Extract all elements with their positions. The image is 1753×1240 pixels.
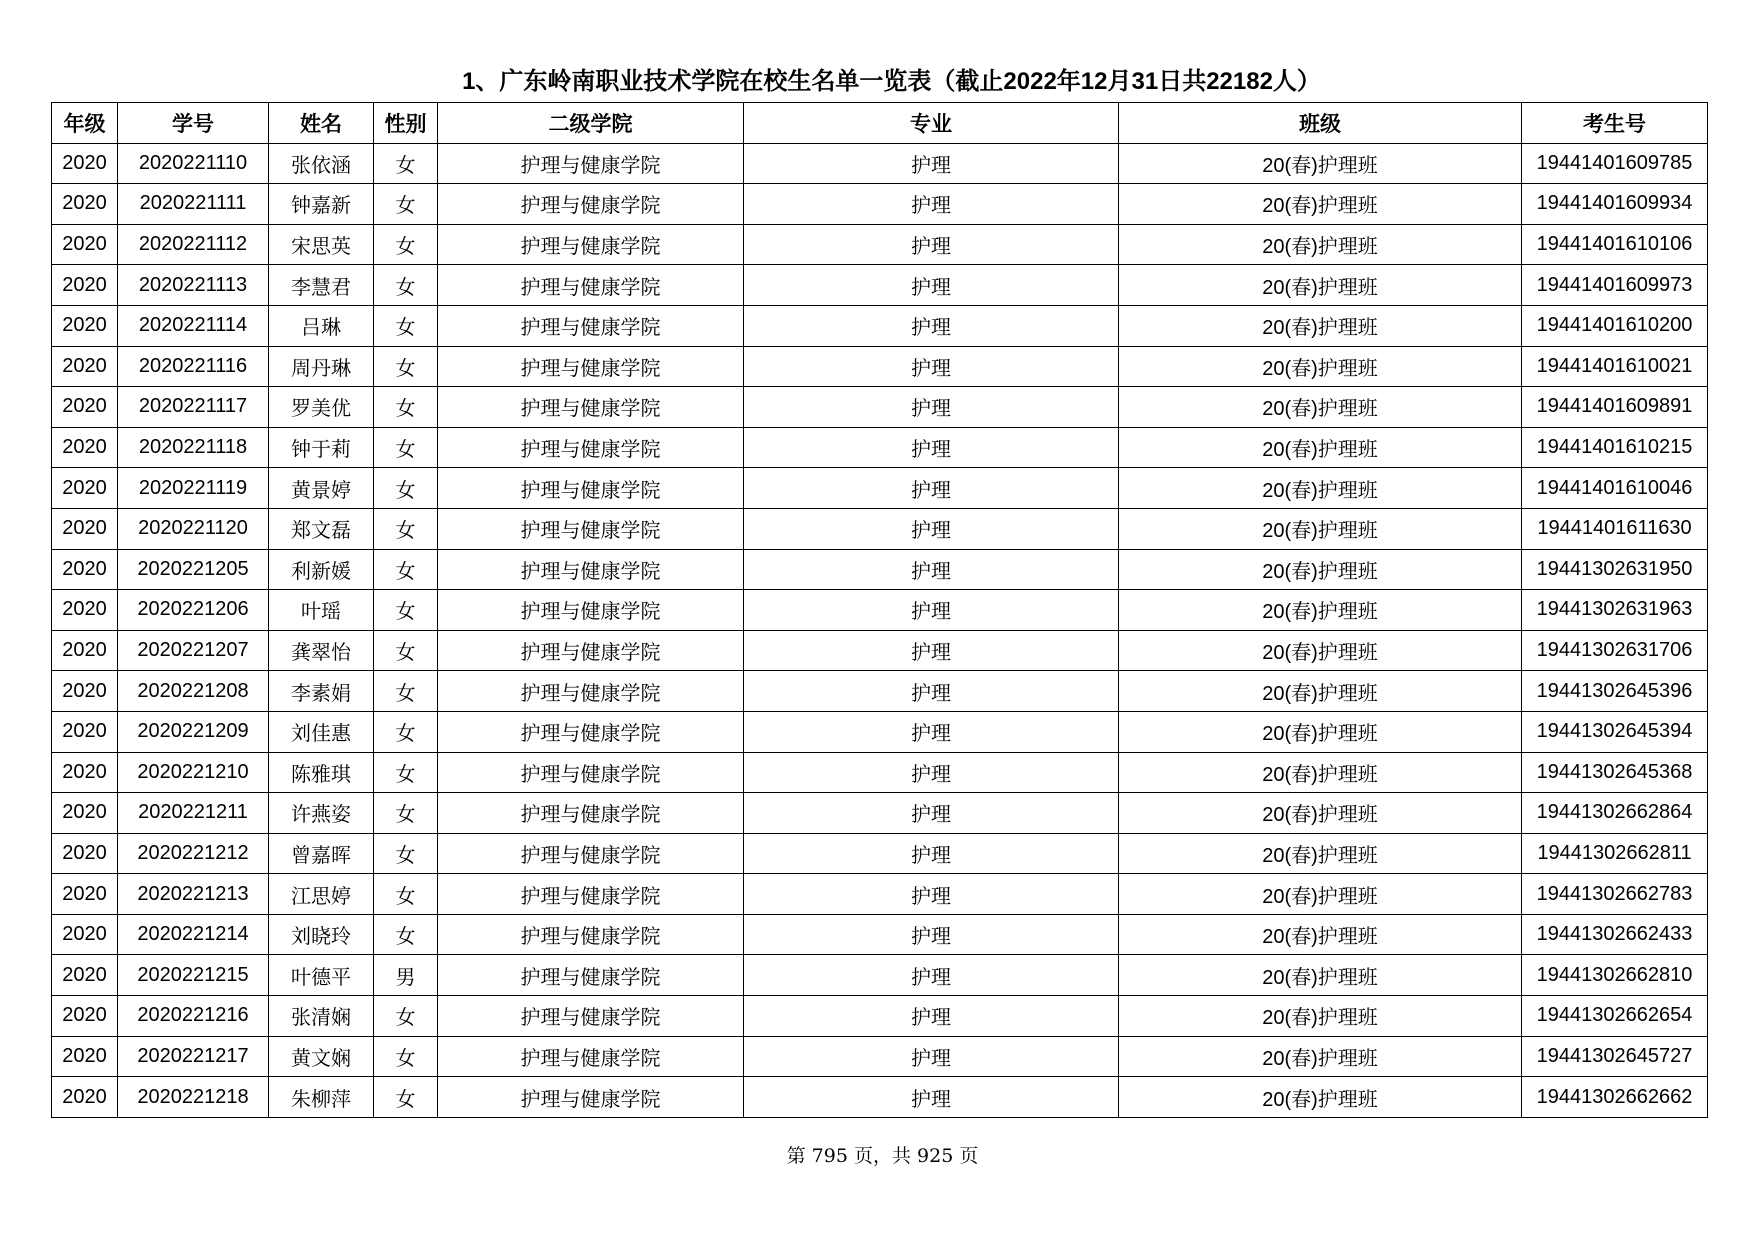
gender-cell: 女	[374, 427, 438, 468]
exam-number-cell: 19441401610200	[1522, 305, 1708, 346]
gender-cell: 女	[374, 752, 438, 793]
gender-cell: 女	[374, 711, 438, 752]
grade-cell: 2020	[52, 265, 118, 306]
exam-number-cell: 19441302631950	[1522, 549, 1708, 590]
major-cell: 护理	[744, 630, 1119, 671]
name-cell: 宋思英	[269, 224, 374, 265]
gender-cell: 女	[374, 793, 438, 834]
exam-number-cell: 19441401610046	[1522, 468, 1708, 509]
table-row	[52, 833, 1708, 874]
class-cell: 20(春)护理班	[1119, 711, 1522, 752]
table-row	[52, 630, 1708, 671]
name-cell: 张依涵	[269, 143, 374, 184]
table-row	[52, 793, 1708, 834]
class-cell: 20(春)护理班	[1119, 427, 1522, 468]
column-header-name: 姓名	[269, 103, 374, 144]
name-cell: 李慧君	[269, 265, 374, 306]
name-cell: 李素娟	[269, 671, 374, 712]
class-cell: 20(春)护理班	[1119, 468, 1522, 509]
college-cell: 护理与健康学院	[438, 508, 744, 549]
exam-number-cell: 19441401610106	[1522, 224, 1708, 265]
gender-cell: 女	[374, 305, 438, 346]
student-id-cell: 2020221114	[118, 305, 269, 346]
class-cell: 20(春)护理班	[1119, 387, 1522, 428]
student-id-cell: 2020221206	[118, 590, 269, 631]
class-cell: 20(春)护理班	[1119, 346, 1522, 387]
student-id-cell: 2020221212	[118, 833, 269, 874]
name-cell: 叶德平	[269, 955, 374, 996]
college-cell: 护理与健康学院	[438, 996, 744, 1037]
student-id-cell: 2020221110	[118, 143, 269, 184]
class-cell: 20(春)护理班	[1119, 184, 1522, 225]
gender-cell: 女	[374, 224, 438, 265]
exam-number-cell: 19441302645396	[1522, 671, 1708, 712]
student-id-cell: 2020221213	[118, 874, 269, 915]
table-body	[52, 143, 1708, 1117]
gender-cell: 女	[374, 508, 438, 549]
gender-cell: 女	[374, 468, 438, 509]
class-cell: 20(春)护理班	[1119, 508, 1522, 549]
college-cell: 护理与健康学院	[438, 590, 744, 631]
major-cell: 护理	[744, 711, 1119, 752]
grade-cell: 2020	[52, 508, 118, 549]
college-cell: 护理与健康学院	[438, 1036, 744, 1077]
class-cell: 20(春)护理班	[1119, 793, 1522, 834]
college-cell: 护理与健康学院	[438, 346, 744, 387]
name-cell: 罗美优	[269, 387, 374, 428]
exam-number-cell: 19441401609891	[1522, 387, 1708, 428]
name-cell: 张清娴	[269, 996, 374, 1037]
major-cell: 护理	[744, 184, 1119, 225]
major-cell: 护理	[744, 1077, 1119, 1118]
table-row	[52, 427, 1708, 468]
student-id-cell: 2020221119	[118, 468, 269, 509]
grade-cell: 2020	[52, 549, 118, 590]
student-id-cell: 2020221113	[118, 265, 269, 306]
table-row	[52, 1036, 1708, 1077]
page-title: 1、广东岭南职业技术学院在校生名单一览表（截止2022年12月31日共22182人）	[462, 68, 1321, 95]
college-cell: 护理与健康学院	[438, 671, 744, 712]
name-cell: 周丹琳	[269, 346, 374, 387]
table-row	[52, 671, 1708, 712]
exam-number-cell: 19441302662783	[1522, 874, 1708, 915]
grade-cell: 2020	[52, 630, 118, 671]
column-header-college: 二级学院	[438, 103, 744, 144]
exam-number-cell: 19441302645727	[1522, 1036, 1708, 1077]
college-cell: 护理与健康学院	[438, 752, 744, 793]
table-row	[52, 143, 1708, 184]
table-row	[52, 752, 1708, 793]
class-cell: 20(春)护理班	[1119, 305, 1522, 346]
gender-cell: 女	[374, 833, 438, 874]
major-cell: 护理	[744, 346, 1119, 387]
major-cell: 护理	[744, 955, 1119, 996]
student-id-cell: 2020221111	[118, 184, 269, 225]
college-cell: 护理与健康学院	[438, 387, 744, 428]
major-cell: 护理	[744, 508, 1119, 549]
student-id-cell: 2020221217	[118, 1036, 269, 1077]
class-cell: 20(春)护理班	[1119, 833, 1522, 874]
major-cell: 护理	[744, 143, 1119, 184]
gender-cell: 男	[374, 955, 438, 996]
name-cell: 叶瑶	[269, 590, 374, 631]
name-cell: 钟嘉新	[269, 184, 374, 225]
gender-cell: 女	[374, 1077, 438, 1118]
grade-cell: 2020	[52, 184, 118, 225]
grade-cell: 2020	[52, 590, 118, 631]
grade-cell: 2020	[52, 671, 118, 712]
college-cell: 护理与健康学院	[438, 955, 744, 996]
major-cell: 护理	[744, 590, 1119, 631]
gender-cell: 女	[374, 996, 438, 1037]
class-cell: 20(春)护理班	[1119, 549, 1522, 590]
major-cell: 护理	[744, 671, 1119, 712]
student-id-cell: 2020221211	[118, 793, 269, 834]
major-cell: 护理	[744, 833, 1119, 874]
name-cell: 陈雅琪	[269, 752, 374, 793]
grade-cell: 2020	[52, 387, 118, 428]
college-cell: 护理与健康学院	[438, 427, 744, 468]
exam-number-cell: 19441302631706	[1522, 630, 1708, 671]
name-cell: 刘佳惠	[269, 711, 374, 752]
exam-number-cell: 19441302662662	[1522, 1077, 1708, 1118]
class-cell: 20(春)护理班	[1119, 752, 1522, 793]
student-id-cell: 2020221210	[118, 752, 269, 793]
major-cell: 护理	[744, 914, 1119, 955]
major-cell: 护理	[744, 752, 1119, 793]
student-id-cell: 2020221118	[118, 427, 269, 468]
gender-cell: 女	[374, 1036, 438, 1077]
exam-number-cell: 19441302662811	[1522, 833, 1708, 874]
college-cell: 护理与健康学院	[438, 1077, 744, 1118]
gender-cell: 女	[374, 143, 438, 184]
major-cell: 护理	[744, 996, 1119, 1037]
exam-number-cell: 19441401609785	[1522, 143, 1708, 184]
exam-number-cell: 19441401609934	[1522, 184, 1708, 225]
grade-cell: 2020	[52, 955, 118, 996]
class-cell: 20(春)护理班	[1119, 955, 1522, 996]
major-cell: 护理	[744, 427, 1119, 468]
gender-cell: 女	[374, 549, 438, 590]
table-row	[52, 265, 1708, 306]
table-row	[52, 305, 1708, 346]
grade-cell: 2020	[52, 427, 118, 468]
table-row	[52, 914, 1708, 955]
major-cell: 护理	[744, 224, 1119, 265]
table-row	[52, 1077, 1708, 1118]
gender-cell: 女	[374, 590, 438, 631]
student-id-cell: 2020221214	[118, 914, 269, 955]
exam-number-cell: 19441302662654	[1522, 996, 1708, 1037]
college-cell: 护理与健康学院	[438, 143, 744, 184]
exam-number-cell: 19441302662864	[1522, 793, 1708, 834]
student-id-cell: 2020221209	[118, 711, 269, 752]
exam-number-cell: 19441302631963	[1522, 590, 1708, 631]
grade-cell: 2020	[52, 914, 118, 955]
name-cell: 江思婷	[269, 874, 374, 915]
column-header-student-id: 学号	[118, 103, 269, 144]
major-cell: 护理	[744, 387, 1119, 428]
class-cell: 20(春)护理班	[1119, 1036, 1522, 1077]
student-id-cell: 2020221207	[118, 630, 269, 671]
student-id-cell: 2020221117	[118, 387, 269, 428]
college-cell: 护理与健康学院	[438, 184, 744, 225]
gender-cell: 女	[374, 184, 438, 225]
table-row	[52, 468, 1708, 509]
college-cell: 护理与健康学院	[438, 224, 744, 265]
college-cell: 护理与健康学院	[438, 793, 744, 834]
student-id-cell: 2020221205	[118, 549, 269, 590]
name-cell: 龚翠怡	[269, 630, 374, 671]
class-cell: 20(春)护理班	[1119, 224, 1522, 265]
name-cell: 曾嘉晖	[269, 833, 374, 874]
college-cell: 护理与健康学院	[438, 630, 744, 671]
column-header-exam-number: 考生号	[1522, 103, 1708, 144]
college-cell: 护理与健康学院	[438, 265, 744, 306]
student-id-cell: 2020221120	[118, 508, 269, 549]
major-cell: 护理	[744, 549, 1119, 590]
table-row	[52, 874, 1708, 915]
table-row	[52, 590, 1708, 631]
column-header-major: 专业	[744, 103, 1119, 144]
table-row	[52, 996, 1708, 1037]
exam-number-cell: 19441401610021	[1522, 346, 1708, 387]
table-row	[52, 346, 1708, 387]
name-cell: 许燕姿	[269, 793, 374, 834]
class-cell: 20(春)护理班	[1119, 914, 1522, 955]
grade-cell: 2020	[52, 996, 118, 1037]
major-cell: 护理	[744, 265, 1119, 306]
class-cell: 20(春)护理班	[1119, 671, 1522, 712]
college-cell: 护理与健康学院	[438, 468, 744, 509]
exam-number-cell: 19441302645394	[1522, 711, 1708, 752]
class-cell: 20(春)护理班	[1119, 996, 1522, 1037]
name-cell: 黄景婷	[269, 468, 374, 509]
student-id-cell: 2020221116	[118, 346, 269, 387]
major-cell: 护理	[744, 1036, 1119, 1077]
college-cell: 护理与健康学院	[438, 711, 744, 752]
student-id-cell: 2020221208	[118, 671, 269, 712]
grade-cell: 2020	[52, 224, 118, 265]
exam-number-cell: 19441302645368	[1522, 752, 1708, 793]
table-row	[52, 508, 1708, 549]
class-cell: 20(春)护理班	[1119, 265, 1522, 306]
grade-cell: 2020	[52, 143, 118, 184]
student-id-cell: 2020221215	[118, 955, 269, 996]
name-cell: 吕琳	[269, 305, 374, 346]
grade-cell: 2020	[52, 793, 118, 834]
gender-cell: 女	[374, 387, 438, 428]
exam-number-cell: 19441302662433	[1522, 914, 1708, 955]
class-cell: 20(春)护理班	[1119, 874, 1522, 915]
grade-cell: 2020	[52, 874, 118, 915]
grade-cell: 2020	[52, 833, 118, 874]
gender-cell: 女	[374, 671, 438, 712]
column-header-class: 班级	[1119, 103, 1522, 144]
name-cell: 朱柳萍	[269, 1077, 374, 1118]
gender-cell: 女	[374, 265, 438, 306]
table-row	[52, 711, 1708, 752]
table-header-row	[52, 103, 1708, 144]
exam-number-cell: 19441401610215	[1522, 427, 1708, 468]
student-id-cell: 2020221112	[118, 224, 269, 265]
grade-cell: 2020	[52, 305, 118, 346]
class-cell: 20(春)护理班	[1119, 590, 1522, 631]
gender-cell: 女	[374, 630, 438, 671]
name-cell: 黄文娴	[269, 1036, 374, 1077]
gender-cell: 女	[374, 874, 438, 915]
table-row	[52, 224, 1708, 265]
college-cell: 护理与健康学院	[438, 833, 744, 874]
college-cell: 护理与健康学院	[438, 549, 744, 590]
column-header-grade: 年级	[52, 103, 118, 144]
class-cell: 20(春)护理班	[1119, 1077, 1522, 1118]
table-row	[52, 955, 1708, 996]
name-cell: 利新媛	[269, 549, 374, 590]
major-cell: 护理	[744, 305, 1119, 346]
table-row	[52, 549, 1708, 590]
grade-cell: 2020	[52, 346, 118, 387]
student-roster-table	[51, 102, 1708, 1118]
grade-cell: 2020	[52, 1077, 118, 1118]
column-header-gender: 性别	[374, 103, 438, 144]
college-cell: 护理与健康学院	[438, 914, 744, 955]
name-cell: 钟于莉	[269, 427, 374, 468]
table-row	[52, 387, 1708, 428]
student-id-cell: 2020221218	[118, 1077, 269, 1118]
exam-number-cell: 19441401611630	[1522, 508, 1708, 549]
gender-cell: 女	[374, 914, 438, 955]
college-cell: 护理与健康学院	[438, 874, 744, 915]
class-cell: 20(春)护理班	[1119, 143, 1522, 184]
grade-cell: 2020	[52, 752, 118, 793]
exam-number-cell: 19441401609973	[1522, 265, 1708, 306]
name-cell: 郑文磊	[269, 508, 374, 549]
page-number-footer: 第 795 页，共 925 页	[786, 1145, 979, 1167]
grade-cell: 2020	[52, 711, 118, 752]
grade-cell: 2020	[52, 468, 118, 509]
grade-cell: 2020	[52, 1036, 118, 1077]
class-cell: 20(春)护理班	[1119, 630, 1522, 671]
major-cell: 护理	[744, 468, 1119, 509]
major-cell: 护理	[744, 874, 1119, 915]
table-row	[52, 184, 1708, 225]
college-cell: 护理与健康学院	[438, 305, 744, 346]
major-cell: 护理	[744, 793, 1119, 834]
gender-cell: 女	[374, 346, 438, 387]
name-cell: 刘晓玲	[269, 914, 374, 955]
exam-number-cell: 19441302662810	[1522, 955, 1708, 996]
student-id-cell: 2020221216	[118, 996, 269, 1037]
